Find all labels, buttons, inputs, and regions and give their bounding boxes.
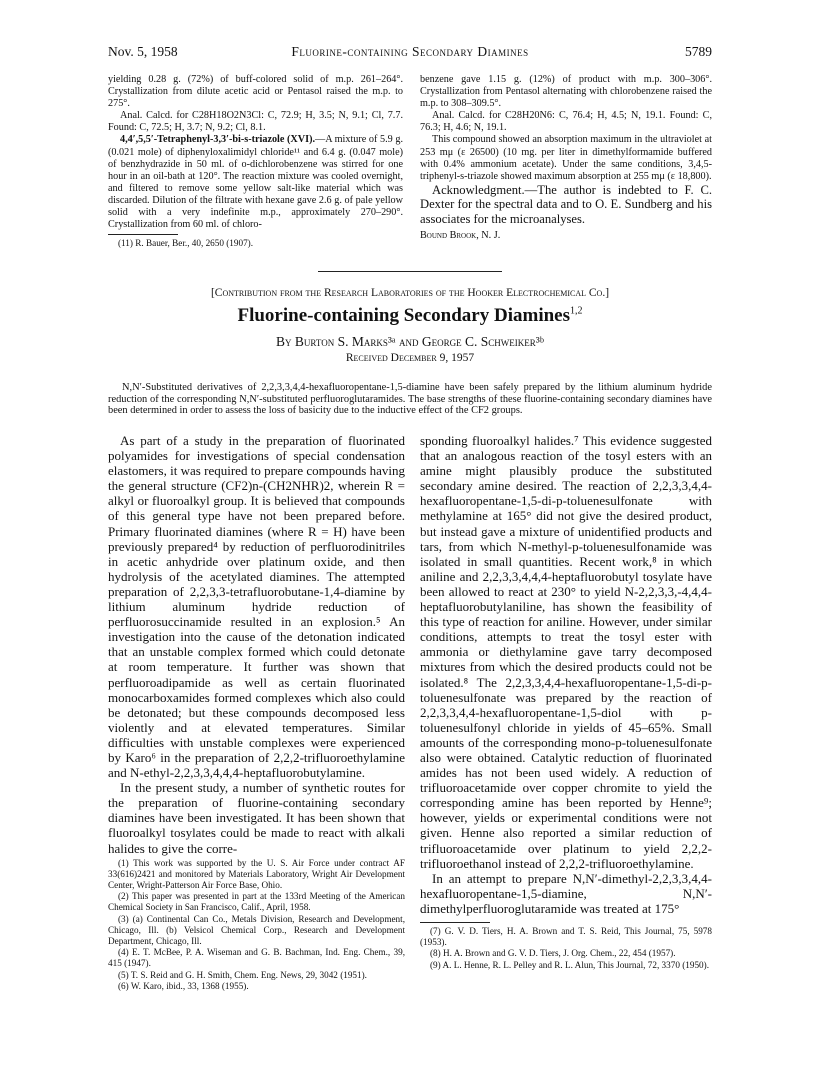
compound-heading: 4,4′,5,5′-Tetraphenyl-3,3′-bi-s-triazole (XVI). xyxy=(120,134,316,146)
footnote: (5) T. S. Reid and G. H. Smith, Chem. Eng. News, 29, 3042 (1951). xyxy=(118,969,367,980)
footnote: (3) (a) Continental Can Co., Metals Division, Research and Development, Chicago, Ill. (b) Velsicol Chemical Corp., Research and Development Department, Chicago, Ill. xyxy=(108,913,405,947)
authors: By Burton S. Marks³ᵃ and George C. Schweiker³ᵇ xyxy=(276,334,544,349)
footnote: (9) A. L. Henne, R. L. Pelley and R. L. Alun, This Journal, 72, 3370 (1950). xyxy=(430,959,709,970)
footnote: (8) H. A. Brown and G. V. D. Tiers, J. Org. Chem., 22, 454 (1957). xyxy=(430,948,676,959)
body-right-column xyxy=(420,433,712,971)
compound-paragraph xyxy=(108,134,403,231)
footnote: (4) E. T. McBee, P. A. Wiseman and G. B. Bachman, Ind. Eng. Chem., 39, 415 (1947). xyxy=(108,947,405,969)
paragraph: benzene gave 1.15 g. (12%) of product with m.p. 300–306°. Crystallization from Pentasol alternating with chlorobenzene raised the m.p. to 308–309.5°. xyxy=(420,74,712,110)
paragraph: yielding 0.28 g. (72%) of buff-colored solid of m.p. 261–264°. Crystallization from dilute acetic acid or Pentasol raised the m.p. to 275°. xyxy=(108,74,403,110)
acknowledgment: Acknowledgment.—The author is indebted to F. C. Dexter for the spectral data and to O. E. Sundberg and his associates for the microanalyses. xyxy=(420,182,712,227)
contribution-line: [Contribution from the Research Laboratories of the Hooker Electrochemical Co.] xyxy=(210,287,610,299)
paragraph: In an attempt to prepare N,N′-dimethyl-2,2,3,3,4,4-hexafluoropentane-1,5-diamine, N,N′-dimethylperfluoroglutaramide was treated at 175° xyxy=(420,870,712,916)
header-date: Nov. 5, 1958 xyxy=(108,44,178,59)
running-header xyxy=(108,44,712,60)
footnote-rule xyxy=(108,234,178,235)
received-date: Received December 9, 1957 xyxy=(345,352,475,364)
paragraph: As part of a study in the preparation of fluorinated polyamides for investigations of special condensation elastomers, it was required to prepare compounds having the general structure (CF2)n-(CH2NHR)2, wherein R = alkyl or fluoroalkyl group. It is believed that compounds of this general type have not been prepared before. Primary fluorinated diamines (where R = H) have been previously prepared⁴ by reduction of perfluorodinitriles in acetic anhydride over platinum oxide, and then hydrolysis of the acetylated diamines. The attempted preparation of 2,2,3,3-tetrafluorobutane-1,4-diamine by lithium aluminum hydride reduction of perfluorosuccinamide resulted in an explosion.⁵ An investigation into the cause of the detonation indicated that an unstable complex formed which could detonate at room temperature. It further was shown that perfluoroadipamide as well as certain fluorinated monocarboxamides formed complexes which also could be detonated; but these compounds decomposed less violently and at elevated temperatures. Similar difficulties with unstable complexes were experienced by Karo⁶ in the preparation of 2,2,2-trifluoroethylamine and N-ethyl-2,2,3,3,4,4,4-heptafluorobutylamine. xyxy=(108,433,405,781)
footnote: (6) W. Karo, ibid., 33, 1368 (1955). xyxy=(118,980,249,991)
analysis-paragraph: Anal. Calcd. for C28H20N6: C, 76.4; H, 4.5; N, 19.1. Found: C, 76.3; H, 4.6; N, 19.1. xyxy=(420,110,712,134)
paragraph: sponding fluoroalkyl halides.⁷ This evidence suggested that an analogous reaction of the tosyl esters with an amine might plausibly produce the substituted secondary amine desired. The reaction of 2,2,3,3,4,4-hexafluoropentane-1,5-di-p-toluenesulfonate with methylamine at 165° did not give the desired product, but instead gave a mixture of unidentified products and tars, from which N-methyl-p-toluenesulfonamide was isolated in small quantities. Recent work,⁸ in which aniline and 2,2,3,3,4,4,4-heptafluorobutyl tosylate have been allowed to react at 230° to yield N-2,2,3,3,-4,4,4-heptafluorobutylaniline, has shown the feasibility of this type of reaction for aniline. However, under similar conditions, attempts to treat the tosyl ester with ammonia or diethylamine gave tarry decomposed mixtures from which the desired products could not be isolated.⁸ The 2,2,3,3,4,4-hexafluoropentane-1,5-di-p-toluenesulfonate was prepared by the reaction of 2,2,3,3,4,4-hexafluoropentane-1,5-diol with p-toluenesulfonyl chloride in yields of 45–65%. Small amounts of the corresponding mono-p-toluenesulfonate also were obtained. Catalytic reduction of fluorinated amides has not been used widely. A reduction of trifluoroacetamide over copper chromite to yield the corresponding amine has been reported by Henne⁹; however, yields or experimental conditions were not given. Henne also reported a similar reduction of trifluoroacetamide over platinum to yield 2,2,2-trifluoroethanol instead of 2,2,2-trifluoroethylamine. xyxy=(420,433,712,871)
header-title: Fluorine-containing Secondary Diamines xyxy=(291,44,529,59)
page-number: 5789 xyxy=(685,44,712,59)
compound-text: —A mixture of 5.9 g. (0.021 mole) of diphenyloxalimidyl chloride¹¹ and 6.4 g. (0.047 mole) of benzhydrazide in 50 ml. of o-dichlorobenzene was stirred for one hour in an oil-bath at 120°. The reaction mixture was cooled overnight, and filtered to remove some yellow salt-like material which was discarded. Dilution of the filtrate with hexane gave 2.6 g. of pale yellow solid with a very indefinite m.p., approximately 270–290°. Crystallization from 60 ml. of chloro- xyxy=(108,134,403,231)
article-separator xyxy=(318,271,502,272)
paragraph: In the present study, a number of synthetic routes for the preparation of fluorine-containing secondary diamines have been investigated. It has been shown that fluoroalkyl tosylates could be made to react with alkali halides to give the corre- xyxy=(108,780,405,856)
title-superscript: 1,2 xyxy=(570,305,583,317)
prev-article-right-column xyxy=(420,74,712,242)
article-title xyxy=(108,305,712,327)
article-title-text: Fluorine-containing Secondary Diamines xyxy=(237,305,570,326)
footnote: (7) G. V. D. Tiers, H. A. Brown and T. S. Reid, This Journal, 75, 5978 (1953). xyxy=(420,926,712,948)
abstract: N,N′-Substituted derivatives of 2,2,3,3,4,4-hexafluoropentane-1,5-diamine have been safely prepared by the lithium aluminum hydride reduction of the corresponding N,N′-substituted perfluoroglutaramides. The base strengths of these fluorine-containing secondary diamines have been determined in order to assess the loss of basicity due to the inductive effect of the CF2 groups. xyxy=(108,382,712,417)
footnote: (1) This work was supported by the U. S. Air Force under contract AF 33(616)2421 and monitored by Materials Laboratory, Wright Air Development Center, Wright-Patterson Air Force Base, Ohio. xyxy=(108,857,405,891)
footnote: (11) R. Bauer, Ber., 40, 2650 (1907). xyxy=(118,238,254,249)
footnote: (2) This paper was presented in part at the 133rd Meeting of the American Chemical Society in San Francisco, Calif., April, 1958. xyxy=(108,891,405,913)
footnote-rule xyxy=(420,922,490,923)
location: Bound Brook, N. J. xyxy=(420,229,501,241)
body-left-column xyxy=(108,433,405,992)
prev-article-left-column xyxy=(108,74,403,249)
analysis-paragraph: Anal. Calcd. for C28H18O2N3Cl: C, 72.9; H, 3.5; N, 9.1; Cl, 7.7. Found: C, 72.5; H, 3.7; N, 9.2; Cl, 8.1. xyxy=(108,110,403,134)
paragraph: This compound showed an absorption maximum in the ultraviolet at 253 mμ (ε 26500) (10 mg. per liter in dimethylformamide buffered with 0.4% ammonium acetate). Under the same conditions, 3,4,5-triphenyl-s-triazole showed maximum absorption at 255 mμ (ε 18,800). xyxy=(420,134,712,182)
